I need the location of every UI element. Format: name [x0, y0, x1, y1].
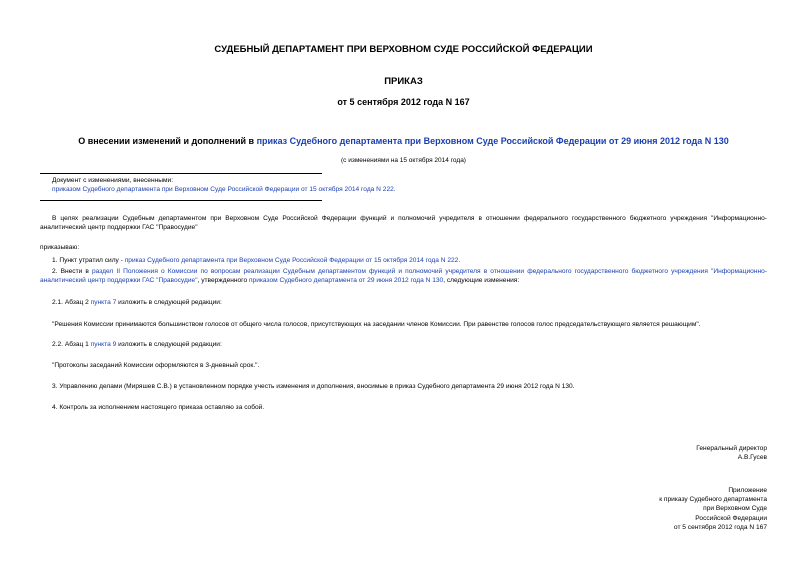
quote-2: "Протоколы заседаний Комиссии оформляются в 3-дневный срок.". [52, 362, 260, 369]
appendix-line-2: к приказу Судебного департамента [659, 496, 767, 504]
appendix-line-4: Российской Федерации [695, 514, 767, 522]
signature-block [696, 444, 767, 462]
document-title [0, 136, 807, 146]
item-2-2-link[interactable]: пункта 9 [90, 341, 117, 348]
item-2-1 [40, 298, 767, 307]
quote-1: "Решения Комиссии принимаются большинством голосов от общего числа голосов, присутствующих на заседании членов Комиссии. При равенстве голосов голос председательствующего является решающим". [52, 321, 701, 328]
item-2-2-text-a: 2.2. Абзац 1 [52, 341, 91, 348]
divider-top [40, 173, 322, 174]
item-2 [40, 267, 767, 286]
item-1-text: 1. Пункт утратил силу - [52, 257, 125, 264]
item-2-2-text-b: изложить в следующей редакции: [116, 341, 222, 348]
revision-note: (с изменениями на 15 октября 2014 года) [341, 157, 466, 164]
divider-bottom [40, 200, 322, 201]
orders-word: приказываю: [40, 244, 80, 251]
item-2-text-b: , утвержденного [197, 277, 249, 285]
preamble: В целях реализации Судебным департаментом при Верховном Суде Российской Федерации функций и полномочий учредителя в отношении федерального государственного бюджетного учреждения "Информационно-аналитический центр поддержки ГАС "Правосудие" [40, 215, 767, 232]
item-2-1-link[interactable]: пункта 7 [90, 299, 117, 306]
appendix-line-5: от 5 сентября 2012 года N 167 [673, 523, 767, 531]
item-2-text-a: 2. Внести в [52, 268, 92, 275]
item-2-text-c: , следующие изменения: [443, 277, 520, 285]
appendix-line-3: при Верховном Суде [703, 505, 767, 513]
item-3: 3. Управлению делами (Миряшев С.В.) в установленном порядке учесть изменения и дополнения, вносимые в приказ Судебного департамента 29 июня 2012 года N 130. [52, 383, 575, 390]
item-2-1-text-a: 2.1. Абзац 2 [52, 299, 91, 306]
item-2-link-section[interactable]: раздел II Положения о Комиссии по вопросам реализации Судебным департаментом функций и полномочий учредителя в отношении федерального государственного бюджетного учреждения "Информационно-аналитический центр поддержки ГАС "Правосудие" [40, 268, 767, 285]
item-2-1-text-b: изложить в следующей редакции: [116, 299, 222, 306]
item-2-link-order[interactable]: приказом Судебного департамента от 29 июня 2012 года N 130 [248, 277, 444, 285]
item-1 [40, 256, 767, 265]
signature-name: А.В.Гусев [737, 454, 767, 462]
signature-position: Генеральный директор [696, 445, 767, 452]
document-date-number: от 5 сентября 2012 года N 167 [337, 97, 470, 107]
organization-heading: СУДЕБНЫЙ ДЕПАРТАМЕНТ ПРИ ВЕРХОВНОМ СУДЕ РОССИЙСКОЙ ФЕДЕРАЦИИ [214, 44, 593, 55]
item-4: 4. Контроль за исполнением настоящего приказа оставляю за собой. [52, 404, 265, 411]
amendments-label: Документ с изменениями, внесенными: [52, 177, 174, 184]
item-2-2 [40, 340, 767, 349]
amendments-link[interactable]: приказом Судебного департамента при Верховном Суде Российской Федерации от 15 октября 2014 года N 222. [52, 186, 396, 193]
appendix-block [659, 486, 767, 532]
document-type: ПРИКАЗ [384, 76, 423, 87]
appendix-line-1: Приложение [728, 487, 767, 494]
item-1-link[interactable]: приказ Судебного департамента при Верховном Суде Российской Федерации от 15 октября 2014 года N 222. [124, 257, 461, 264]
title-prefix: О внесении изменений и дополнений в [78, 136, 257, 146]
title-link[interactable]: приказ Судебного департамента при Верховном Суде Российской Федерации от 29 июня 2012 года N 130 [256, 136, 729, 146]
